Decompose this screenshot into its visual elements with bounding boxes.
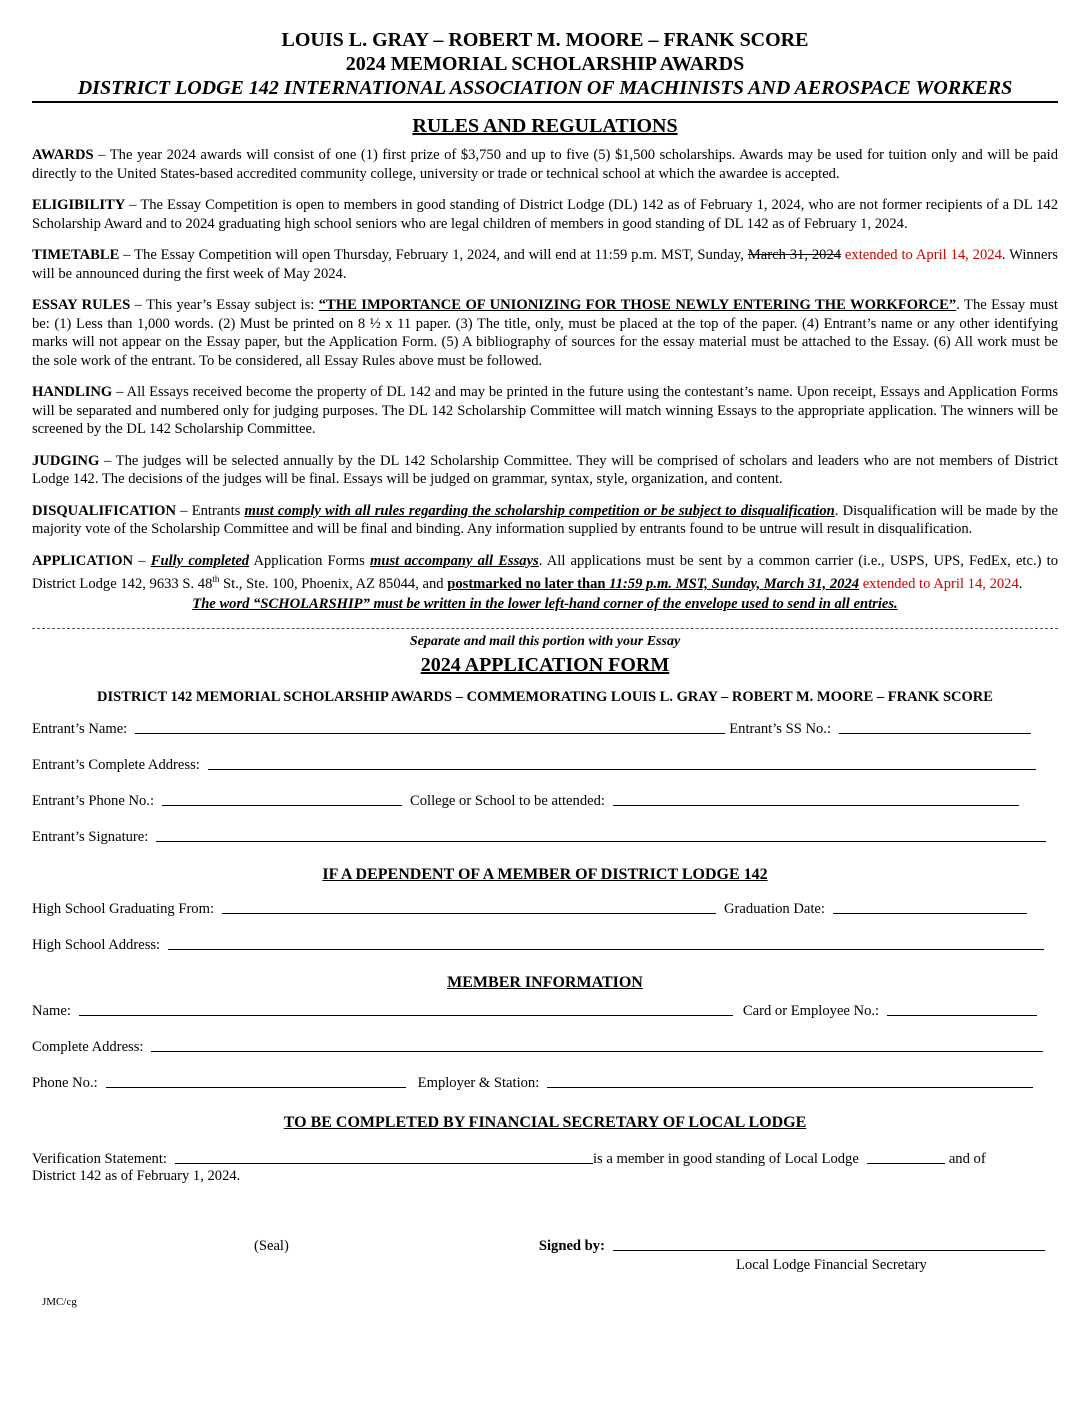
eligibility-heading: ELIGIBILITY xyxy=(32,197,126,213)
disqualification-paragraph xyxy=(32,502,1058,539)
high-school-address-row xyxy=(32,918,1058,954)
application-note-wrapper xyxy=(32,595,1058,614)
college-label: College or School to be attended: xyxy=(410,792,605,809)
essay-subject: “THE IMPORTANCE OF UNIONIZING FOR THOSE NEWLY ENTERING THE WORKFORCE” xyxy=(318,297,957,313)
handling-paragraph xyxy=(32,383,1058,439)
awards-heading: AWARDS xyxy=(32,147,94,163)
verification-name-field[interactable] xyxy=(175,1162,593,1164)
awards-text: – The year 2024 awards will consist of one (1) first prize of $3,750 and up to five (5) $1,500 scholarships. Awards may be used for tuition only and will be paid directly to the United States-based accredited community college, university or trade or technical school at which the awardee is accepted. xyxy=(32,147,1058,182)
college-field[interactable] xyxy=(613,804,1019,806)
timetable-paragraph xyxy=(32,246,1058,283)
high-school-label: High School Graduating From: xyxy=(32,900,215,917)
entrant-name-label: Entrant’s Name: xyxy=(32,720,128,737)
verification-row xyxy=(32,1134,1058,1168)
member-address-row xyxy=(32,1020,1058,1056)
judging-text: – The judges will be selected annually by the DL 142 Scholarship Committee. They will be comprised of scholars and leaders who are not members of District Lodge 142. The decisions of the judges will be final. Essays will be judged on grammar, syntax, style, organization, and content. xyxy=(32,452,1058,487)
entrant-signature-field[interactable] xyxy=(156,840,1046,842)
entrant-name-field[interactable] xyxy=(135,732,725,734)
dependent-heading: IF A DEPENDENT OF A MEMBER OF DISTRICT LODGE 142 xyxy=(322,865,768,883)
entrant-signature-row xyxy=(32,810,1058,846)
member-address-label: Complete Address: xyxy=(32,1038,144,1055)
timetable-heading: TIMETABLE xyxy=(32,247,120,263)
employer-label: Employer & Station: xyxy=(417,1074,540,1091)
card-number-label: Card or Employee No.: xyxy=(742,1002,880,1019)
entrant-address-field[interactable] xyxy=(208,768,1036,770)
high-school-address-field[interactable] xyxy=(168,948,1044,950)
footer-code: JMC/cg xyxy=(42,1295,77,1308)
timetable-text-2: . Winners will be announced during the first week of May 2024. xyxy=(32,247,1058,282)
timetable-struck-date: March 31, 2024 xyxy=(747,247,842,263)
application-emphasis-1: Fully completed xyxy=(150,552,250,569)
graduation-date-label: Graduation Date: xyxy=(724,900,825,917)
document-page xyxy=(32,28,1058,1308)
judging-heading: JUDGING xyxy=(32,452,100,469)
high-school-field[interactable] xyxy=(222,912,716,914)
entrant-phone-field[interactable] xyxy=(162,804,402,806)
header-line-1: LOUIS L. GRAY – ROBERT M. MOORE – FRANK SCORE xyxy=(281,29,809,51)
disqualification-text: – Entrants xyxy=(176,502,245,519)
financial-secretary-heading: TO BE COMPLETED BY FINANCIAL SECRETARY OF LOCAL LODGE xyxy=(283,1113,807,1131)
verification-line-2: District 142 as of February 1, 2024. xyxy=(32,1167,241,1184)
graduation-date-field[interactable] xyxy=(833,912,1027,914)
disqualification-emphasis: must comply with all rules regarding the scholarship competition or be subject to disqualification xyxy=(244,502,835,519)
essay-rules-text: – This year’s Essay subject is: xyxy=(130,297,319,313)
application-emphasis-4: 11:59 p.m. MST, Sunday, xyxy=(609,575,764,592)
high-school-row xyxy=(32,886,1058,918)
member-phone-row xyxy=(32,1056,1058,1092)
application-text-5: . xyxy=(1018,575,1023,592)
application-heading: APPLICATION xyxy=(32,552,134,569)
verification-end-text: and of xyxy=(948,1150,986,1167)
scholarship-envelope-note: The word “SCHOLARSHIP” must be written in the lower left-hand corner of the envelope used to send in all entries. xyxy=(192,596,898,613)
application-emphasis-2: must accompany all Essays xyxy=(370,552,539,569)
entrant-phone-row xyxy=(32,774,1058,810)
entrant-address-label: Entrant’s Complete Address: xyxy=(32,756,200,773)
application-text-4: St., Ste. 100, Phoenix, AZ 85044, and xyxy=(219,575,448,592)
cut-line xyxy=(32,628,1058,629)
entrant-ss-field[interactable] xyxy=(839,732,1031,734)
header-line-2: 2024 MEMORIAL SCHOLARSHIP AWARDS xyxy=(345,53,745,75)
eligibility-text: – The Essay Competition is open to members in good standing of District Lodge (DL) 142 as of February 1, 2024, who are not former recipients of a DL 142 Scholarship Award and to 2024 graduating high school seniors who are legal children of members in good standing of DL 142 as of February 1, 2024. xyxy=(32,197,1058,232)
seal-label: (Seal) xyxy=(254,1237,289,1254)
awards-paragraph xyxy=(32,146,1058,183)
high-school-address-label: High School Address: xyxy=(32,936,161,953)
verification-middle-text: is a member in good standing of Local Lodge xyxy=(592,1150,859,1167)
timetable-extended-date: extended to April 14, 2024 xyxy=(841,247,1002,263)
application-emphasis-3: postmarked no later than xyxy=(447,575,610,592)
application-form-title: 2024 APPLICATION FORM xyxy=(420,653,670,676)
member-name-field[interactable] xyxy=(79,1014,733,1016)
employer-field[interactable] xyxy=(547,1086,1033,1088)
judging-paragraph xyxy=(32,452,1058,489)
entrant-name-row xyxy=(32,706,1058,738)
entrant-address-row xyxy=(32,738,1058,774)
header-line-3: DISTRICT LODGE 142 INTERNATIONAL ASSOCIATION OF MACHINISTS AND AEROSPACE WORKERS xyxy=(77,77,1013,99)
member-heading: MEMBER INFORMATION xyxy=(447,973,643,991)
application-superscript: th xyxy=(212,574,220,584)
member-phone-label: Phone No.: xyxy=(32,1074,98,1091)
eligibility-paragraph xyxy=(32,196,1058,233)
signed-by-field[interactable] xyxy=(613,1249,1045,1251)
signature-row xyxy=(32,1185,1058,1255)
application-text-3: . All applications must be sent by a common carrier (i.e., USPS, UPS, FedEx, etc.) to District Lodge 142, 9633 S. 48 xyxy=(32,552,1058,592)
signed-by-label: Signed by: xyxy=(538,1237,605,1254)
member-phone-field[interactable] xyxy=(106,1086,406,1088)
entrant-ss-label: Entrant’s SS No.: xyxy=(729,720,832,737)
header-rule xyxy=(32,101,1058,103)
member-name-row xyxy=(32,994,1058,1020)
member-address-field[interactable] xyxy=(151,1050,1043,1052)
disqualification-text-2: . Disqualification will be made by the majority vote of the Scholarship Committee and will be final and binding. Any information supplied by entrants found to be untrue will result in disqualification. xyxy=(32,502,1058,537)
application-extended-date: extended to April 14, 2024 xyxy=(862,575,1019,592)
application-form-subtitle: DISTRICT 142 MEMORIAL SCHOLARSHIP AWARDS – COMMEMORATING LOUIS L. GRAY – ROBERT M. MOORE – FRANK SCORE xyxy=(97,688,993,705)
entrant-phone-label: Entrant’s Phone No.: xyxy=(32,792,155,809)
local-lodge-field[interactable] xyxy=(867,1162,945,1164)
rules-title: RULES AND REGULATIONS xyxy=(412,115,678,137)
application-text-2: Application Forms xyxy=(249,552,370,569)
verification-label: Verification Statement: xyxy=(32,1150,167,1167)
essay-rules-text-2: . The Essay must be: (1) Less than 1,000 words. (2) Must be printed on 8 ½ x 11 paper. (3) The title, only, must be placed at the top of the paper. (4) Entrant’s name or any other identifying marks will not appear on the Essay paper, but the Application Form. (5) A bibliography of sources for the essay material must be attached to the Essay. (6) All work must be the sole work of the entrant. To be considered, all Essay Rules above must be followed. xyxy=(32,297,1058,369)
handling-heading: HANDLING xyxy=(32,384,113,400)
timetable-text: – The Essay Competition will open Thursday, February 1, 2024, and will end at 11:59 p.m. MST, Sunday, xyxy=(119,247,748,263)
handling-text: – All Essays received become the property of DL 142 and may be printed in the future using the contestant’s name. Upon receipt, Essays and Application Forms will be separated and numbered only for judging purposes. The DL 142 Scholarship Committee will match winning Essays to the appropriate application. The winners will be screened by the DL 142 Scholarship Committee. xyxy=(32,384,1058,437)
application-struck-date: March 31, 2024 xyxy=(763,575,860,592)
application-paragraph xyxy=(32,552,1058,594)
essay-rules-paragraph xyxy=(32,296,1058,370)
entrant-signature-label: Entrant’s Signature: xyxy=(32,828,149,845)
member-name-label: Name: xyxy=(32,1002,71,1019)
application-text: – xyxy=(133,552,151,569)
separate-note: Separate and mail this portion with your Essay xyxy=(409,633,681,649)
card-number-field[interactable] xyxy=(887,1014,1037,1016)
disqualification-heading: DISQUALIFICATION xyxy=(32,502,177,519)
essay-rules-heading: ESSAY RULES xyxy=(32,297,131,313)
signer-title: Local Lodge Financial Secretary xyxy=(736,1256,927,1273)
